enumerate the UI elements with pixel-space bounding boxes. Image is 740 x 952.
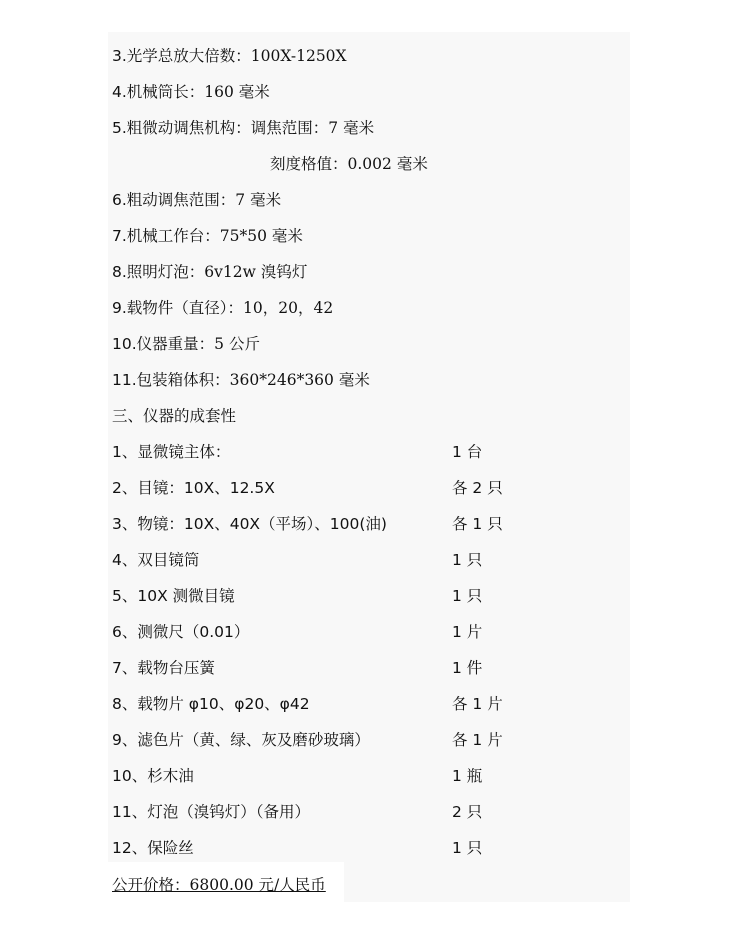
spec-label: 8.照明灯泡： bbox=[112, 263, 205, 281]
spec-value: 7 毫米 bbox=[328, 119, 375, 137]
kit-item-qty: 各 1 片 bbox=[452, 731, 503, 749]
price-value: 6800.00 元/人民币 bbox=[189, 876, 326, 894]
spec-label: 9.载物件（直径）： bbox=[112, 299, 244, 317]
kit-item-name: 2、目镜：10X、12.5X bbox=[112, 479, 275, 497]
kit-item-name: 9、滤色片（黄、绿、灰及磨砂玻璃） bbox=[112, 731, 370, 749]
spec-label: 11.包装箱体积： bbox=[112, 371, 230, 389]
section-title: 三、仪器的成套性 bbox=[112, 407, 237, 425]
kit-item-name: 8、载物片 φ10、φ20、φ42 bbox=[112, 695, 310, 713]
spec-label: 10.仪器重量： bbox=[112, 335, 215, 353]
kit-item-qty: 各 1 只 bbox=[452, 515, 503, 533]
spec-label: 4.机械筒长： bbox=[112, 83, 205, 101]
kit-item-name: 6、测微尺（0.01） bbox=[112, 623, 250, 641]
kit-item-qty: 1 片 bbox=[452, 623, 483, 641]
spec-value: 160 毫米 bbox=[204, 83, 270, 101]
spec-value: 100X-1250X bbox=[250, 47, 347, 65]
spec-value: 75*50 毫米 bbox=[219, 227, 303, 245]
spec-label: 刻度格值： bbox=[270, 155, 348, 173]
spec-line bbox=[112, 368, 370, 392]
spec-value: 10，20，42 bbox=[243, 299, 334, 317]
kit-item-qty: 1 件 bbox=[452, 659, 483, 677]
kit-item-qty: 各 1 片 bbox=[452, 695, 503, 713]
spec-value: 5 公斤 bbox=[214, 335, 260, 353]
spec-value: 6v12w 溴钨灯 bbox=[204, 263, 308, 281]
kit-item-qty: 1 只 bbox=[452, 839, 483, 857]
spec-line bbox=[112, 296, 333, 320]
spec-line bbox=[112, 260, 307, 284]
text-background-tail bbox=[344, 862, 630, 902]
kit-item-name: 4、双目镜筒 bbox=[112, 551, 200, 569]
spec-value: 360*246*360 毫米 bbox=[229, 371, 370, 389]
spec-value: 7 毫米 bbox=[235, 191, 282, 209]
spec-label: 5.粗微动调焦机构：调焦范围： bbox=[112, 119, 329, 137]
spec-line bbox=[112, 188, 281, 212]
kit-item-qty: 各 2 只 bbox=[452, 479, 503, 497]
spec-label: 7.机械工作台： bbox=[112, 227, 220, 245]
spec-label: 3.光学总放大倍数： bbox=[112, 47, 251, 65]
kit-item-name: 3、物镜：10X、40X（平场）、100(油) bbox=[112, 515, 387, 533]
kit-item-qty: 1 只 bbox=[452, 587, 483, 605]
kit-item-name: 10、杉木油 bbox=[112, 767, 194, 785]
price-label: 公开价格： bbox=[112, 876, 190, 894]
spec-line bbox=[112, 116, 374, 140]
kit-item-qty: 1 台 bbox=[452, 443, 483, 461]
kit-item-name: 7、载物台压簧 bbox=[112, 659, 215, 677]
spec-line bbox=[270, 152, 428, 176]
spec-line bbox=[112, 44, 347, 68]
kit-item-name: 12、保险丝 bbox=[112, 839, 194, 857]
spec-label: 6.粗动调焦范围： bbox=[112, 191, 236, 209]
spec-line bbox=[112, 332, 260, 356]
kit-item-qty: 1 只 bbox=[452, 551, 483, 569]
spec-value: 0.002 毫米 bbox=[347, 155, 428, 173]
kit-item-qty: 1 瓶 bbox=[452, 767, 483, 785]
spec-line bbox=[112, 224, 303, 248]
kit-item-qty: 2 只 bbox=[452, 803, 483, 821]
price-line bbox=[112, 873, 326, 897]
kit-item-name: 11、灯泡（溴钨灯）（备用） bbox=[112, 803, 310, 821]
kit-item-name: 5、10X 测微目镜 bbox=[112, 587, 235, 605]
spec-line bbox=[112, 80, 270, 104]
kit-item-name: 1、显微镜主体： bbox=[112, 443, 231, 461]
